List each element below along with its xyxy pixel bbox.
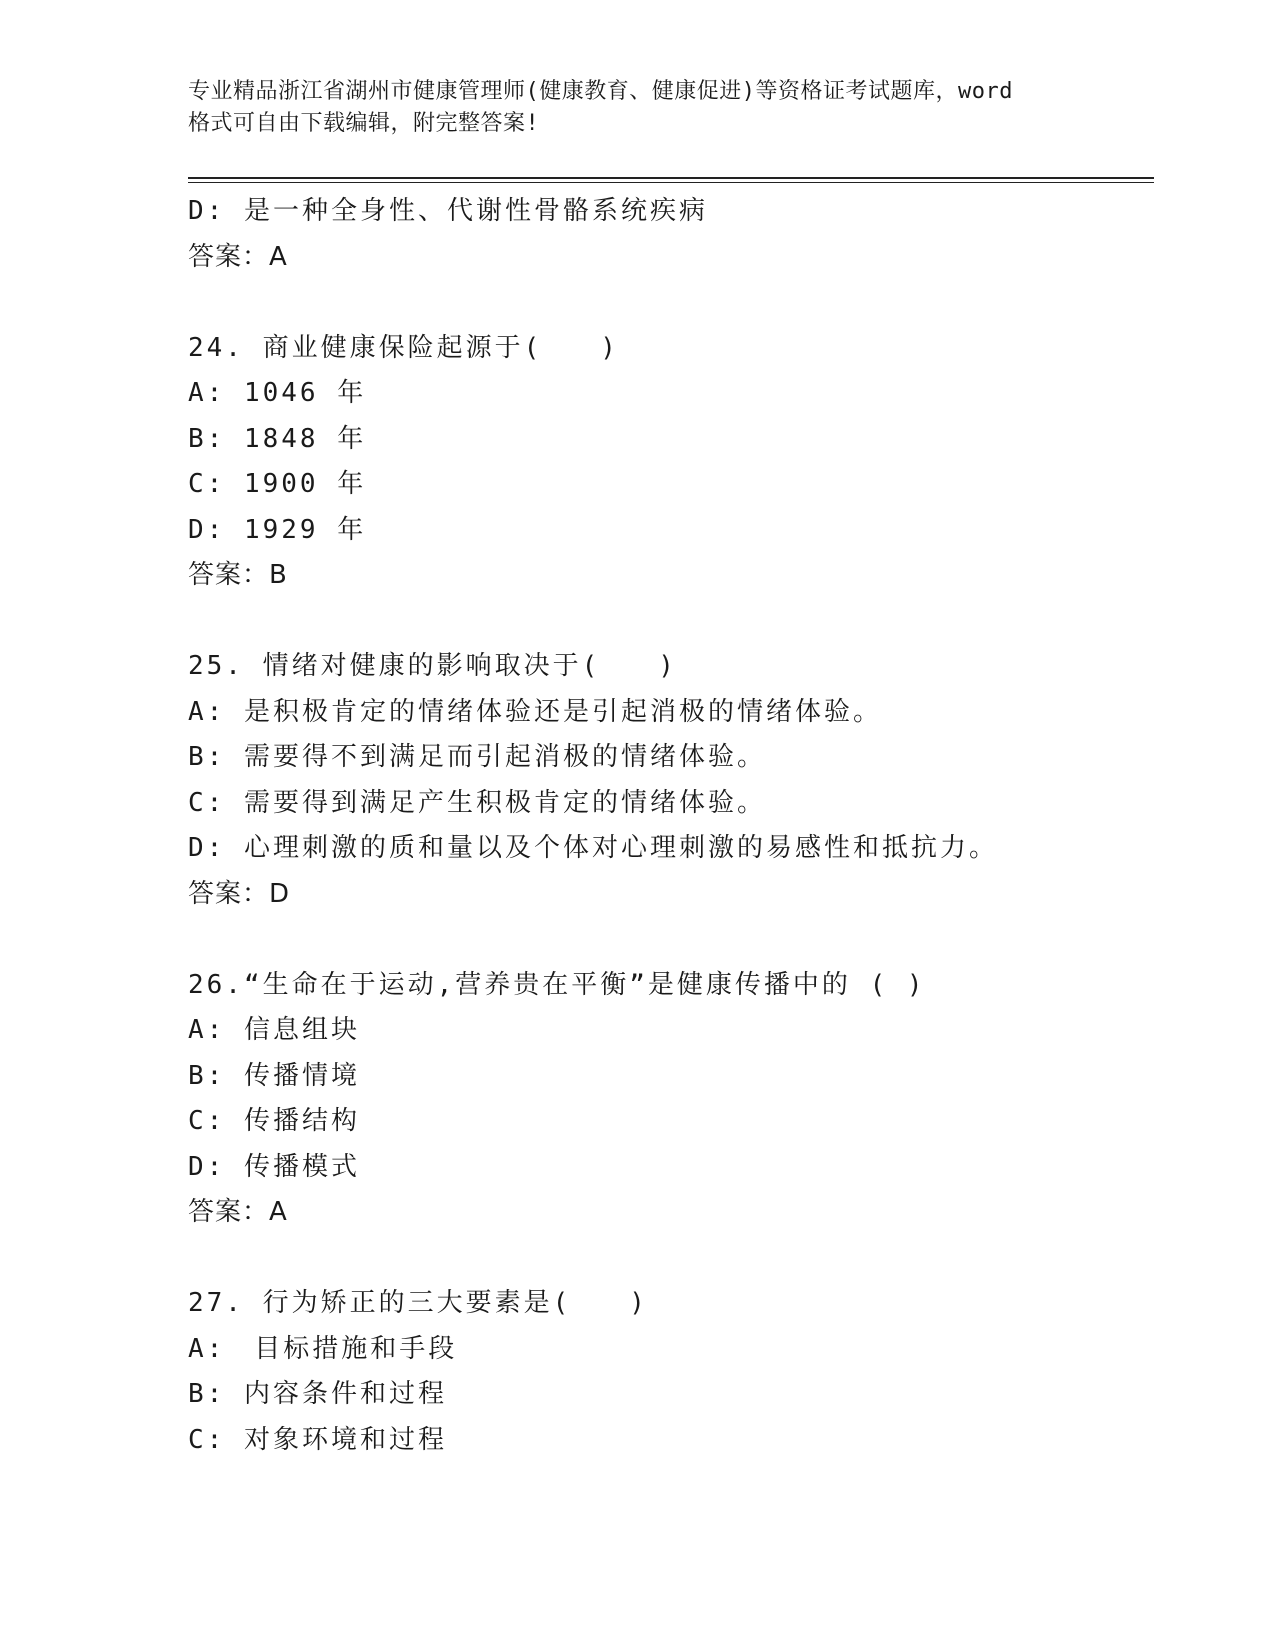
question-27 — [188, 1281, 1154, 1463]
header-line-2: 格式可自由下载编辑，附完整答案! — [188, 111, 540, 136]
option-c: C: 需要得到满足产生积极肯定的情绪体验。 — [188, 787, 766, 818]
option-c: C: 1900 年 — [188, 469, 367, 499]
option-a: A: 目标措施和手段 — [188, 1333, 458, 1364]
question-25 — [188, 644, 1154, 917]
spacer — [188, 280, 1154, 326]
option-b: B: 需要得不到满足而引起消极的情绪体验。 — [188, 742, 766, 772]
option-d: D: 1929 年 — [188, 514, 367, 545]
carryover-option-d: D: 是一种全身性、代谢性骨骼系统疾病 — [188, 196, 708, 226]
question-stem: 24. 商业健康保险起源于( ) — [188, 332, 619, 363]
option-b: B: 传播情境 — [188, 1060, 360, 1091]
option-c: C: 传播结构 — [188, 1106, 360, 1136]
document-header — [188, 76, 1088, 140]
question-list — [188, 189, 1154, 1463]
question-stem: 25. 情绪对健康的影响取决于( ) — [188, 651, 677, 681]
spacer — [188, 1236, 1154, 1282]
option-a: A: 1046 年 — [188, 378, 367, 408]
answer: 答案：D — [188, 878, 291, 909]
question-stem: 26.“生命在于运动,营养贵在平衡”是健康传播中的 ( ) — [188, 969, 926, 1000]
carryover-answer: 答案：A — [188, 241, 288, 272]
question-24 — [188, 326, 1154, 599]
option-d: D: 传播模式 — [188, 1151, 360, 1182]
question-stem: 27. 行为矫正的三大要素是( ) — [188, 1288, 648, 1318]
option-b: B: 1848 年 — [188, 423, 367, 454]
header-divider-thick — [188, 177, 1154, 179]
spacer — [188, 599, 1154, 645]
header-line-1: 专业精品浙江省湖州市健康管理师(健康教育、健康促进)等资格证考试题库，word — [188, 79, 1013, 104]
answer: 答案：B — [188, 560, 288, 590]
question-26 — [188, 963, 1154, 1236]
option-d: D: 心理刺激的质和量以及个体对心理刺激的易感性和抵抗力。 — [188, 833, 998, 863]
option-a: A: 是积极肯定的情绪体验还是引起消极的情绪体验。 — [188, 696, 882, 727]
option-c: C: 对象环境和过程 — [188, 1424, 447, 1455]
header-divider-thin — [188, 182, 1154, 183]
answer: 答案：A — [188, 1197, 288, 1227]
option-a: A: 信息组块 — [188, 1015, 360, 1045]
spacer — [188, 917, 1154, 963]
option-b: B: 内容条件和过程 — [188, 1379, 447, 1409]
